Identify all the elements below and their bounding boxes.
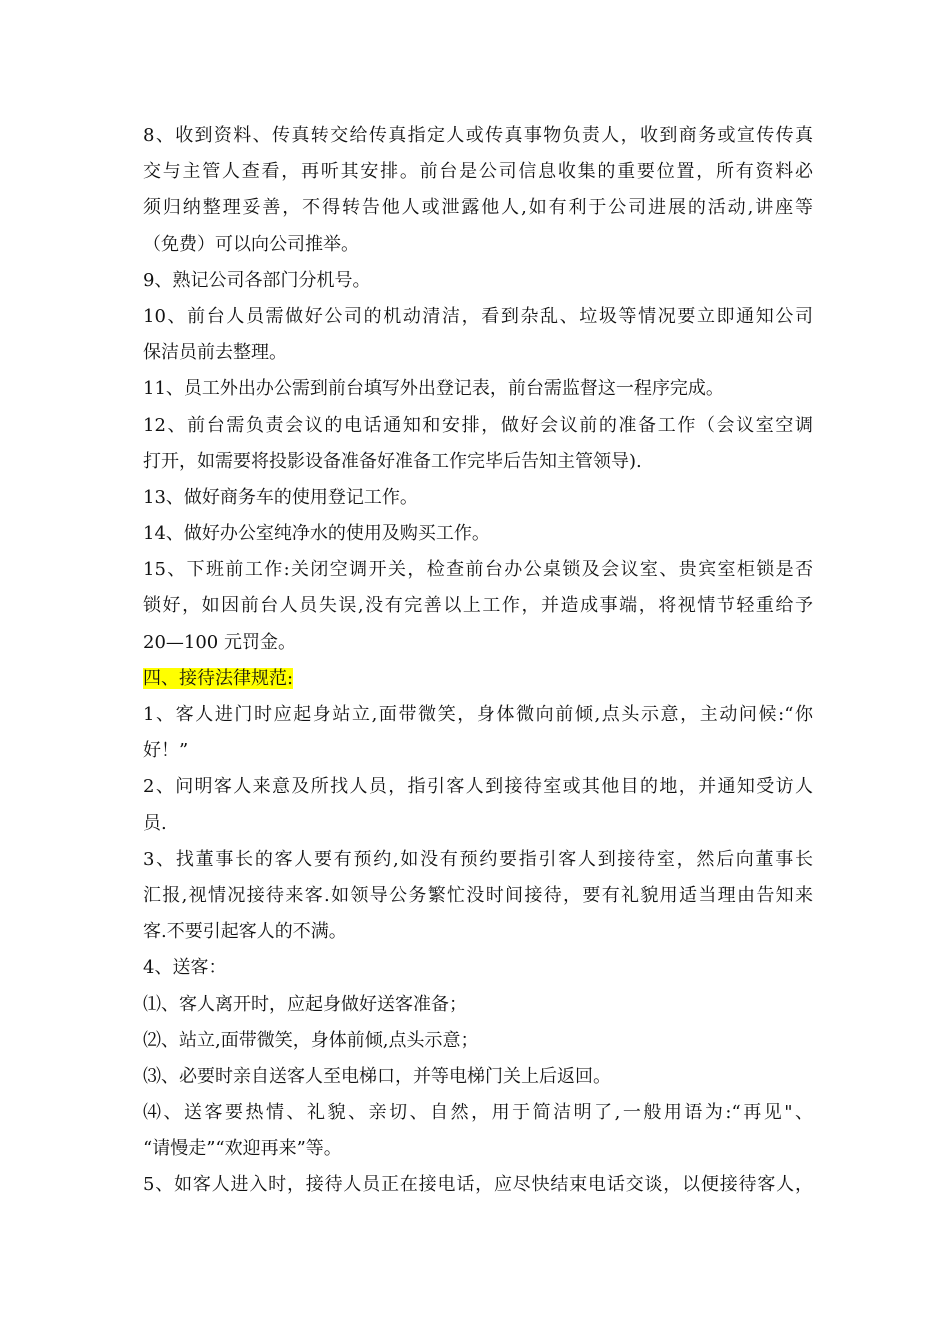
text-line (143, 299, 813, 335)
line-text: 2、问明客人来意及所找人员，指引客人到接待室或其他目的地，并通知受访人 (143, 776, 813, 798)
text-line (143, 516, 813, 552)
line-text: 10、前台人员需做好公司的机动清洁，看到杂乱、垃圾等情况要立即通知公司 (143, 305, 813, 327)
line-text: （免费）可以向公司推举。 (143, 233, 359, 255)
line-text: 汇报,视情况接待来客.如领导公务繁忙没时间接待，要有礼貌用适当理由告知来 (143, 884, 813, 906)
text-line (143, 914, 813, 950)
text-line (143, 950, 813, 986)
line-text: ⑵、站立,面带微笑，身体前倾,点头示意； (143, 1029, 479, 1051)
text-line (143, 444, 813, 480)
text-line (143, 733, 813, 769)
text-line (143, 1167, 813, 1203)
text-line (143, 1023, 813, 1059)
line-text: ⑷、送客要热情、礼貌、亲切、自然，用于简洁明了,一般用语为:“再见"、 (143, 1102, 813, 1124)
line-text: 13、做好商务车的使用登记工作。 (143, 486, 418, 508)
text-line (143, 118, 813, 154)
text-line (143, 552, 813, 588)
line-text: 须归纳整理妥善，不得转告他人或泄露他人,如有利于公司进展的活动,讲座等 (143, 197, 813, 219)
line-text: 1、客人进门时应起身站立,面带微笑，身体微向前倾,点头示意，主动问候:“你 (143, 704, 813, 725)
line-text: 5、如客人进入时，接待人员正在接电话，应尽快结束电话交谈，以便接待客人， (143, 1174, 813, 1196)
line-text: 好！” (143, 740, 189, 762)
line-text: 打开，如需要将投影设备准备好准备工作完毕后告知主管领导). (143, 450, 642, 472)
text-line (143, 878, 813, 914)
text-line (143, 154, 813, 190)
text-line (143, 842, 813, 878)
line-text: “请慢走”“欢迎再来”等。 (143, 1138, 342, 1160)
line-text: ⑶、必要时亲自送客人至电梯口，并等电梯门关上后返回。 (143, 1065, 611, 1087)
line-text: 3、找董事长的客人要有预约,如没有预约要指引客人到接待室，然后向董事长 (143, 848, 813, 870)
line-text: 14、做好办公室纯净水的使用及购买工作。 (143, 523, 490, 545)
line-text: 4、送客： (143, 957, 227, 979)
line-text: 客.不要引起客人的不满。 (143, 921, 347, 943)
line-text: 15、下班前工作:关闭空调开关，检查前台办公桌锁及会议室、贵宾室柜锁是否 (143, 559, 813, 581)
text-line (143, 227, 813, 263)
text-line (143, 625, 813, 661)
text-line (143, 806, 813, 842)
text-line (143, 1131, 813, 1167)
text-line (143, 190, 813, 226)
line-text: 20—100 元罚金。 (143, 631, 296, 653)
line-text: 9、熟记公司各部门分机号。 (143, 269, 371, 291)
text-line (143, 588, 813, 624)
text-line (143, 335, 813, 371)
text-line (143, 1059, 813, 1095)
line-text: 12、前台需负责会议的电话通知和安排，做好会议前的准备工作（会议室空调 (143, 414, 813, 436)
text-line (143, 263, 813, 299)
line-text: 保洁员前去整理。 (143, 342, 287, 364)
document-body (143, 118, 813, 1204)
line-text: 11、员工外出办公需到前台填写外出登记表，前台需监督这一程序完成。 (143, 378, 724, 400)
line-text: 员. (143, 812, 167, 834)
line-text: 锁好，如因前台人员失误,没有完善以上工作，并造成事端，将视情节轻重给予 (143, 595, 813, 617)
text-line (143, 371, 813, 407)
text-line (143, 697, 813, 733)
text-line (143, 1095, 813, 1131)
text-line (143, 987, 813, 1023)
section-heading (143, 661, 813, 697)
line-text: 8、收到资料、传真转交给传真指定人或传真事物负责人，收到商务或宣传传真 (143, 125, 813, 146)
line-text: 交与主管人查看，再听其安排。前台是公司信息收集的重要位置，所有资料必 (143, 161, 813, 183)
text-line (143, 769, 813, 805)
text-line (143, 408, 813, 444)
line-text: ⑴、客人离开时，应起身做好送客准备； (143, 993, 467, 1015)
text-line (143, 480, 813, 516)
line-text: 四、接待法律规范: (143, 667, 294, 689)
